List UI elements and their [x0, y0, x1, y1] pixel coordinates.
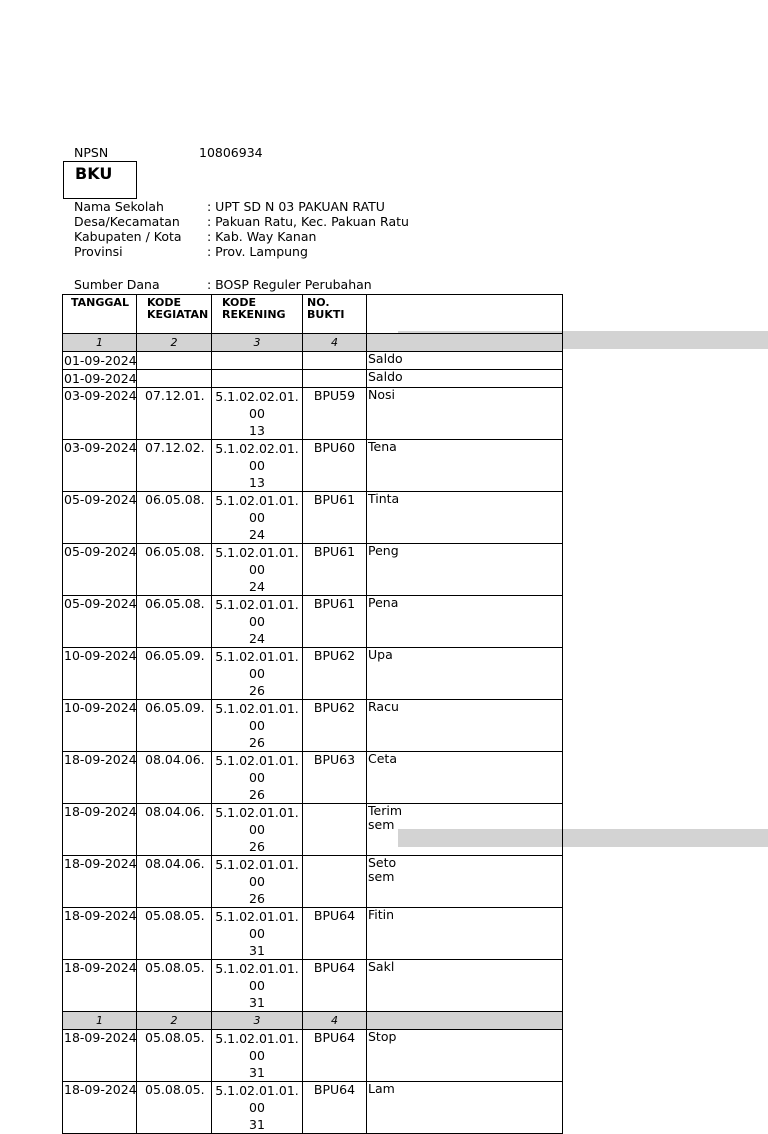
cell-tanggal-text: 18-09-2024 [64, 908, 137, 923]
cell-kode-kegiatan-text [137, 370, 211, 387]
cell-kode-kegiatan [137, 544, 212, 596]
cell-kode-rekening [212, 492, 303, 544]
cell-tanggal-text: 05-09-2024 [64, 492, 137, 507]
cell-kode-rekening [212, 1030, 303, 1082]
cell-kode-kegiatan [137, 440, 212, 492]
cell-no-bukti [303, 804, 367, 856]
cell-kode-rekening [212, 544, 303, 596]
info-label-kabupaten-kota: Kabupaten / Kota [74, 229, 182, 244]
table-header-row [63, 295, 563, 334]
cell-uraian [367, 908, 563, 960]
cell-kode-rekening [212, 648, 303, 700]
cell-kode-rekening-text: 5.1.02.01.01. 00 24 [215, 545, 299, 594]
table-row [63, 544, 563, 596]
cell-tanggal-text: 10-09-2024 [64, 648, 137, 663]
cell-kode-rekening-text: 5.1.02.01.01. 00 24 [215, 597, 299, 646]
cell-tanggal [63, 544, 137, 596]
cell-no-bukti-text [303, 804, 366, 855]
cell-tanggal [63, 752, 137, 804]
cell-tanggal-text: 18-09-2024 [64, 1030, 137, 1045]
cell-kode-rekening [212, 370, 303, 388]
cell-kode-kegiatan-text: 06.05.08. [145, 544, 205, 559]
cell-uraian [367, 352, 563, 370]
cell-uraian-text: Stop [368, 1029, 397, 1044]
cell-tanggal [63, 1082, 137, 1134]
cell-kode-kegiatan [137, 388, 212, 440]
bku-title-box [63, 161, 137, 199]
table-row [63, 352, 563, 370]
cell-kode-rekening-text: 5.1.02.02.01. 00 13 [215, 389, 299, 438]
cell-uraian [367, 648, 563, 700]
cell-no-bukti-text [303, 352, 366, 369]
cell-tanggal-text: 18-09-2024 [64, 1082, 137, 1097]
page-title: BKU [75, 164, 113, 183]
cell-no-bukti-text: BPU64 [313, 1082, 356, 1097]
cell-kode-kegiatan [137, 596, 212, 648]
col-header-uraian [367, 295, 563, 334]
column-number-cell: 1 [63, 334, 137, 352]
cell-uraian [367, 700, 563, 752]
column-number-row [63, 334, 563, 352]
cell-uraian-text: Lam [368, 1081, 395, 1096]
cell-tanggal [63, 596, 137, 648]
cell-no-bukti [303, 596, 367, 648]
info-label-nama-sekolah: Nama Sekolah [74, 199, 164, 214]
cell-kode-rekening [212, 388, 303, 440]
cell-no-bukti-text: BPU64 [313, 908, 356, 923]
cell-kode-rekening [212, 960, 303, 1012]
cell-tanggal [63, 440, 137, 492]
info-value-provinsi: : Prov. Lampung [207, 244, 308, 259]
cell-kode-kegiatan-text: 06.05.08. [145, 596, 205, 611]
cell-kode-rekening-text: 5.1.02.01.01. 00 24 [215, 493, 299, 542]
cell-kode-kegiatan [137, 648, 212, 700]
cell-kode-kegiatan-text: 07.12.01. [145, 388, 205, 403]
column-number-cell: 4 [303, 1012, 367, 1030]
cell-uraian-text: Fitin [368, 907, 395, 922]
cell-tanggal-text: 03-09-2024 [64, 388, 137, 403]
cell-uraian-text: Seto sem [368, 855, 397, 884]
table-row [63, 596, 563, 648]
cell-no-bukti-text: BPU59 [313, 388, 356, 403]
info-value-nama-sekolah: : UPT SD N 03 PAKUAN RATU [207, 199, 385, 214]
cell-uraian-text: Saldo [368, 369, 403, 384]
info-label-provinsi: Provinsi [74, 244, 123, 259]
table-row [63, 960, 563, 1012]
cell-no-bukti-text: BPU64 [313, 960, 356, 975]
column-number-cell: 3 [212, 334, 303, 352]
cell-uraian-text: Sakl [368, 959, 395, 974]
cell-no-bukti [303, 1030, 367, 1082]
cell-no-bukti-text [303, 856, 366, 907]
cell-uraian [367, 370, 563, 388]
cell-kode-rekening-text [212, 370, 302, 387]
cell-kode-kegiatan [137, 856, 212, 908]
cell-uraian [367, 960, 563, 1012]
bku-table [62, 294, 403, 1132]
cell-no-bukti [303, 1082, 367, 1134]
cell-no-bukti [303, 856, 367, 908]
cell-no-bukti-text: BPU61 [313, 544, 356, 559]
column-number-cell: 1 [63, 1012, 137, 1030]
cell-tanggal-text: 01-09-2024 [64, 353, 137, 368]
cell-tanggal-text: 18-09-2024 [64, 856, 137, 871]
cell-tanggal [63, 492, 137, 544]
cell-kode-rekening-text: 5.1.02.01.01. 00 26 [215, 701, 299, 750]
cell-uraian [367, 596, 563, 648]
cell-tanggal [63, 960, 137, 1012]
cell-tanggal-text: 10-09-2024 [64, 700, 137, 715]
cell-no-bukti-text: BPU60 [313, 440, 356, 455]
table-row [63, 440, 563, 492]
cell-no-bukti [303, 352, 367, 370]
cell-no-bukti-text: BPU63 [313, 752, 356, 767]
cell-no-bukti [303, 908, 367, 960]
table-row [63, 700, 563, 752]
column-number-cell: 3 [212, 1012, 303, 1030]
cell-kode-rekening-text: 5.1.02.01.01. 00 26 [215, 753, 299, 802]
cell-kode-kegiatan [137, 1082, 212, 1134]
cell-uraian-text: Nosi [368, 387, 395, 402]
info-value-kabupaten-kota: : Kab. Way Kanan [207, 229, 317, 244]
cell-kode-rekening-text: 5.1.02.01.01. 00 26 [215, 857, 299, 906]
cell-kode-kegiatan-text: 05.08.05. [145, 1082, 205, 1097]
cell-no-bukti-text: BPU62 [313, 700, 356, 715]
cell-tanggal [63, 856, 137, 908]
cell-kode-rekening [212, 908, 303, 960]
cell-uraian [367, 388, 563, 440]
cell-uraian-text: Terim sem [368, 803, 402, 832]
cell-kode-rekening-text: 5.1.02.01.01. 00 31 [215, 909, 299, 958]
cell-kode-rekening [212, 856, 303, 908]
cell-kode-kegiatan [137, 1030, 212, 1082]
cell-kode-kegiatan-text: 06.05.08. [145, 492, 205, 507]
cell-kode-rekening-text: 5.1.02.01.01. 00 31 [215, 961, 299, 1010]
column-number-cell: 2 [137, 1012, 212, 1030]
cell-kode-kegiatan-text: 05.08.05. [145, 908, 205, 923]
cell-tanggal-text: 18-09-2024 [64, 804, 137, 819]
cell-no-bukti-text: BPU64 [313, 1030, 356, 1045]
cell-kode-kegiatan-text: 06.05.09. [145, 648, 205, 663]
cell-uraian [367, 856, 563, 908]
npsn-value: 10806934 [199, 145, 263, 160]
cell-kode-kegiatan-text: 05.08.05. [145, 960, 205, 975]
cell-tanggal [63, 804, 137, 856]
cell-uraian-text: Saldo [368, 351, 403, 366]
cell-no-bukti [303, 492, 367, 544]
cell-no-bukti [303, 648, 367, 700]
table-row [63, 804, 563, 856]
info-value-desa-kecamatan: : Pakuan Ratu, Kec. Pakuan Ratu [207, 214, 409, 229]
cell-kode-rekening [212, 596, 303, 648]
cell-kode-rekening [212, 440, 303, 492]
table-row [63, 648, 563, 700]
cell-kode-rekening-text: 5.1.02.01.01. 00 31 [215, 1083, 299, 1132]
cell-tanggal-text: 01-09-2024 [64, 371, 137, 386]
table-row [63, 492, 563, 544]
cell-tanggal [63, 700, 137, 752]
cell-kode-rekening [212, 1082, 303, 1134]
column-number-row [63, 1012, 563, 1030]
cell-no-bukti-text [303, 370, 366, 387]
table-row [63, 1030, 563, 1082]
cell-tanggal [63, 352, 137, 370]
cell-uraian-text: Racu [368, 699, 399, 714]
cell-uraian [367, 752, 563, 804]
cell-no-bukti-text: BPU61 [313, 492, 356, 507]
cell-kode-rekening-text: 5.1.02.01.01. 00 26 [215, 649, 299, 698]
cell-no-bukti [303, 960, 367, 1012]
cell-uraian [367, 1082, 563, 1134]
cell-no-bukti [303, 752, 367, 804]
cell-tanggal-text: 05-09-2024 [64, 596, 137, 611]
info-label-sumber-dana: Sumber Dana [74, 277, 160, 292]
info-label-desa-kecamatan: Desa/Kecamatan [74, 214, 180, 229]
cell-kode-kegiatan [137, 804, 212, 856]
cell-kode-kegiatan [137, 352, 212, 370]
table-row [63, 752, 563, 804]
cell-no-bukti-text: BPU61 [313, 596, 356, 611]
cell-uraian [367, 804, 563, 856]
cell-kode-rekening [212, 700, 303, 752]
cell-no-bukti [303, 388, 367, 440]
cell-tanggal [63, 388, 137, 440]
cell-no-bukti [303, 440, 367, 492]
cell-kode-rekening-text: 5.1.02.01.01. 00 31 [215, 1031, 299, 1080]
table-row [63, 908, 563, 960]
cell-kode-kegiatan [137, 960, 212, 1012]
column-number-cell: 2 [137, 334, 212, 352]
cell-tanggal [63, 908, 137, 960]
cell-kode-kegiatan-text: 08.04.06. [145, 752, 205, 767]
cell-uraian [367, 440, 563, 492]
col-header-kode-rekening: KODE REKENING [212, 295, 303, 334]
cell-kode-rekening-text: 5.1.02.01.01. 00 26 [215, 805, 299, 854]
cell-tanggal-text: 18-09-2024 [64, 752, 137, 767]
cell-kode-kegiatan [137, 700, 212, 752]
table-row [63, 1082, 563, 1134]
cell-kode-kegiatan [137, 908, 212, 960]
cell-uraian [367, 1030, 563, 1082]
cell-uraian [367, 492, 563, 544]
cell-uraian-text: Tinta [368, 491, 400, 506]
cell-uraian-text: Ceta [368, 751, 397, 766]
cell-kode-kegiatan-text: 06.05.09. [145, 700, 205, 715]
cell-no-bukti [303, 370, 367, 388]
cell-kode-kegiatan [137, 752, 212, 804]
info-value-sumber-dana: : BOSP Reguler Perubahan [207, 277, 372, 292]
cell-tanggal [63, 1030, 137, 1082]
table-row [63, 388, 563, 440]
npsn-label: NPSN [74, 145, 109, 160]
cell-uraian-text: Tena [368, 439, 397, 454]
col-header-kode-kegiatan: KODE KEGIATAN [137, 295, 212, 334]
col-header-no-bukti: NO. BUKTI [303, 295, 367, 334]
table-row [63, 370, 563, 388]
cell-tanggal-text: 03-09-2024 [64, 440, 137, 455]
cell-kode-kegiatan-text: 08.04.06. [145, 804, 205, 819]
cell-kode-rekening [212, 352, 303, 370]
cell-tanggal [63, 370, 137, 388]
cell-kode-rekening-text [212, 352, 302, 369]
cell-no-bukti-text: BPU62 [313, 648, 356, 663]
cell-kode-kegiatan-text: 05.08.05. [145, 1030, 205, 1045]
cell-kode-rekening [212, 752, 303, 804]
cell-kode-kegiatan [137, 370, 212, 388]
cell-kode-kegiatan-text [137, 352, 211, 369]
cell-no-bukti [303, 700, 367, 752]
cell-tanggal [63, 648, 137, 700]
cell-uraian-text: Peng [368, 543, 399, 558]
column-number-cell [367, 334, 563, 352]
cell-kode-rekening-text: 5.1.02.02.01. 00 13 [215, 441, 299, 490]
cell-kode-rekening [212, 804, 303, 856]
cell-kode-kegiatan-text: 07.12.02. [145, 440, 205, 455]
cell-kode-kegiatan-text: 08.04.06. [145, 856, 205, 871]
cell-kode-kegiatan [137, 492, 212, 544]
column-number-cell: 4 [303, 334, 367, 352]
table-row [63, 856, 563, 908]
cell-no-bukti [303, 544, 367, 596]
cell-tanggal-text: 18-09-2024 [64, 960, 137, 975]
cell-uraian [367, 544, 563, 596]
cell-uraian-text: Pena [368, 595, 399, 610]
cell-uraian-text: Upa [368, 647, 393, 662]
col-header-tanggal: TANGGAL [63, 295, 137, 334]
cell-tanggal-text: 05-09-2024 [64, 544, 137, 559]
column-number-cell [367, 1012, 563, 1030]
